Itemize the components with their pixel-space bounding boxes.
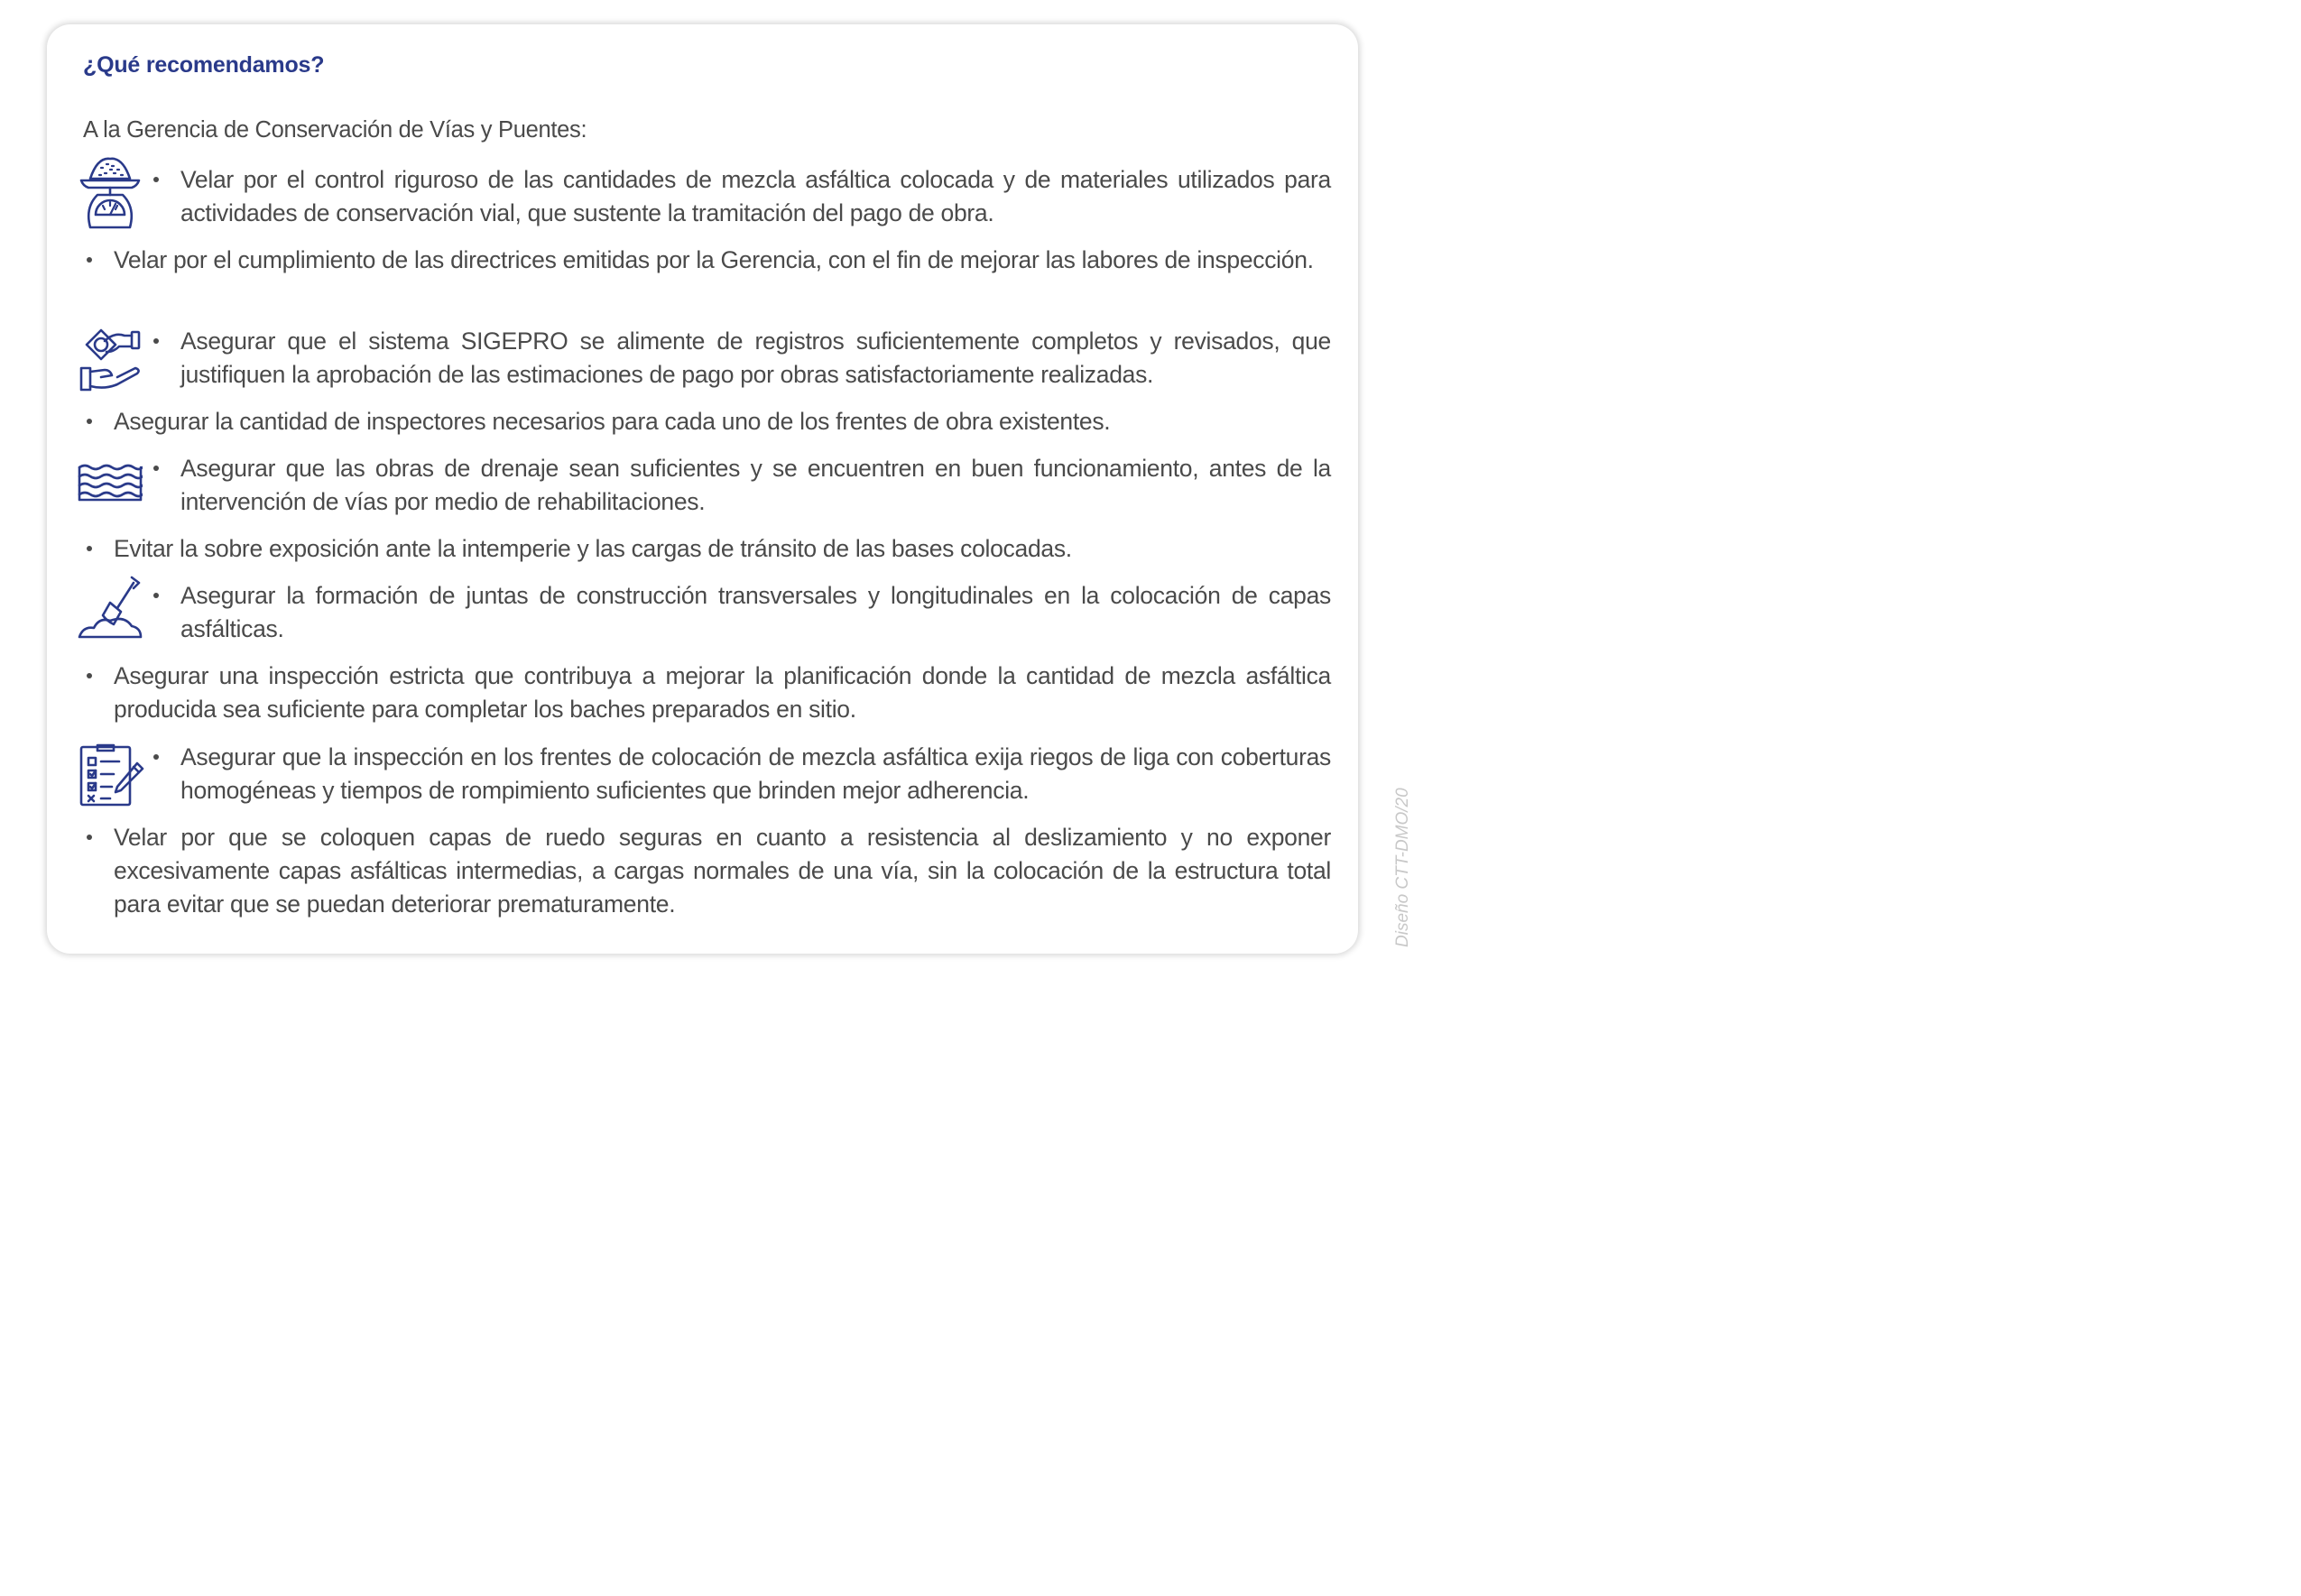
shovel-pile-icon: [78, 576, 144, 641]
recommendation-item: [180, 579, 1331, 646]
bullet: [153, 754, 159, 760]
recommendation-text: Velar por que se coloquen capas de ruedo seguras en cuanto a resistencia al deslizamiento y no exponer excesivamente capas asfálticas intermedias, a cargas normales de una vía, sin la colocación de la estructura total para evitar que se puedan deteriorar prematuramente.: [114, 824, 1331, 918]
bullet: [153, 593, 159, 598]
bullet: [87, 419, 92, 424]
bullet: [87, 257, 92, 263]
recommendation-item: [180, 452, 1331, 519]
recommendation-item: [114, 660, 1331, 726]
bullet: [153, 177, 159, 182]
weighing-scale-icon: [78, 155, 143, 231]
bullet: [153, 466, 159, 471]
recommendation-text: Evitar la sobre exposición ante la intemperie y las cargas de tránsito de las bases colocadas.: [114, 535, 1072, 562]
recommendation-item: [180, 163, 1331, 230]
recommendation-item: [114, 821, 1331, 921]
bullet: [87, 835, 92, 840]
checklist-clipboard-icon: [78, 743, 144, 808]
water-waves-icon: [78, 462, 143, 502]
handshake-payment-icon: [78, 325, 144, 393]
recommendation-text: Asegurar que el sistema SIGEPRO se alimente de registros suficientemente completos y revisados, que justifiquen la aprobación de las estimaciones de pago por obras satisfactoriamente realizadas.: [180, 328, 1331, 388]
intro-text: A la Gerencia de Conservación de Vías y Puentes:: [83, 117, 587, 143]
recommendation-text: Velar por el control riguroso de las cantidades de mezcla asfáltica colocada y de materiales utilizados para actividades de conservación vial, que sustente la tramitación del pago de obra.: [180, 166, 1331, 226]
recommendation-text: Velar por el cumplimiento de las directrices emitidas por la Gerencia, con el fin de mejorar las labores de inspección.: [114, 246, 1314, 273]
recommendation-item: [180, 741, 1331, 807]
recommendation-text: Asegurar que la inspección en los frentes de colocación de mezcla asfáltica exija riegos de liga con coberturas homogéneas y tiempos de rompimiento suficientes que brinden mejor adherencia.: [180, 743, 1331, 804]
bullet: [87, 673, 92, 678]
section-heading: ¿Qué recomendamos?: [83, 52, 325, 78]
recommendation-text: Asegurar la formación de juntas de construcción transversales y longitudinales en la colocación de capas asfálticas.: [180, 582, 1331, 642]
recommendation-text: Asegurar una inspección estricta que contribuya a mejorar la planificación donde la cantidad de mezcla asfáltica producida sea suficiente para completar los baches preparados en sitio.: [114, 662, 1331, 723]
recommendation-item: [114, 532, 1331, 566]
recommendation-item: [114, 244, 1331, 277]
bullet: [87, 546, 92, 551]
recommendation-item: [180, 325, 1331, 392]
bullet: [153, 338, 159, 344]
recommendation-item: [114, 405, 1331, 438]
recommendation-text: Asegurar que las obras de drenaje sean suficientes y se encuentren en buen funcionamiento, antes de la intervención de vías por medio de rehabilitaciones.: [180, 455, 1331, 515]
design-credit-watermark: Diseño CTT-DMO/20: [1393, 788, 1412, 947]
recommendation-text: Asegurar la cantidad de inspectores necesarios para cada uno de los frentes de obra existentes.: [114, 408, 1111, 435]
